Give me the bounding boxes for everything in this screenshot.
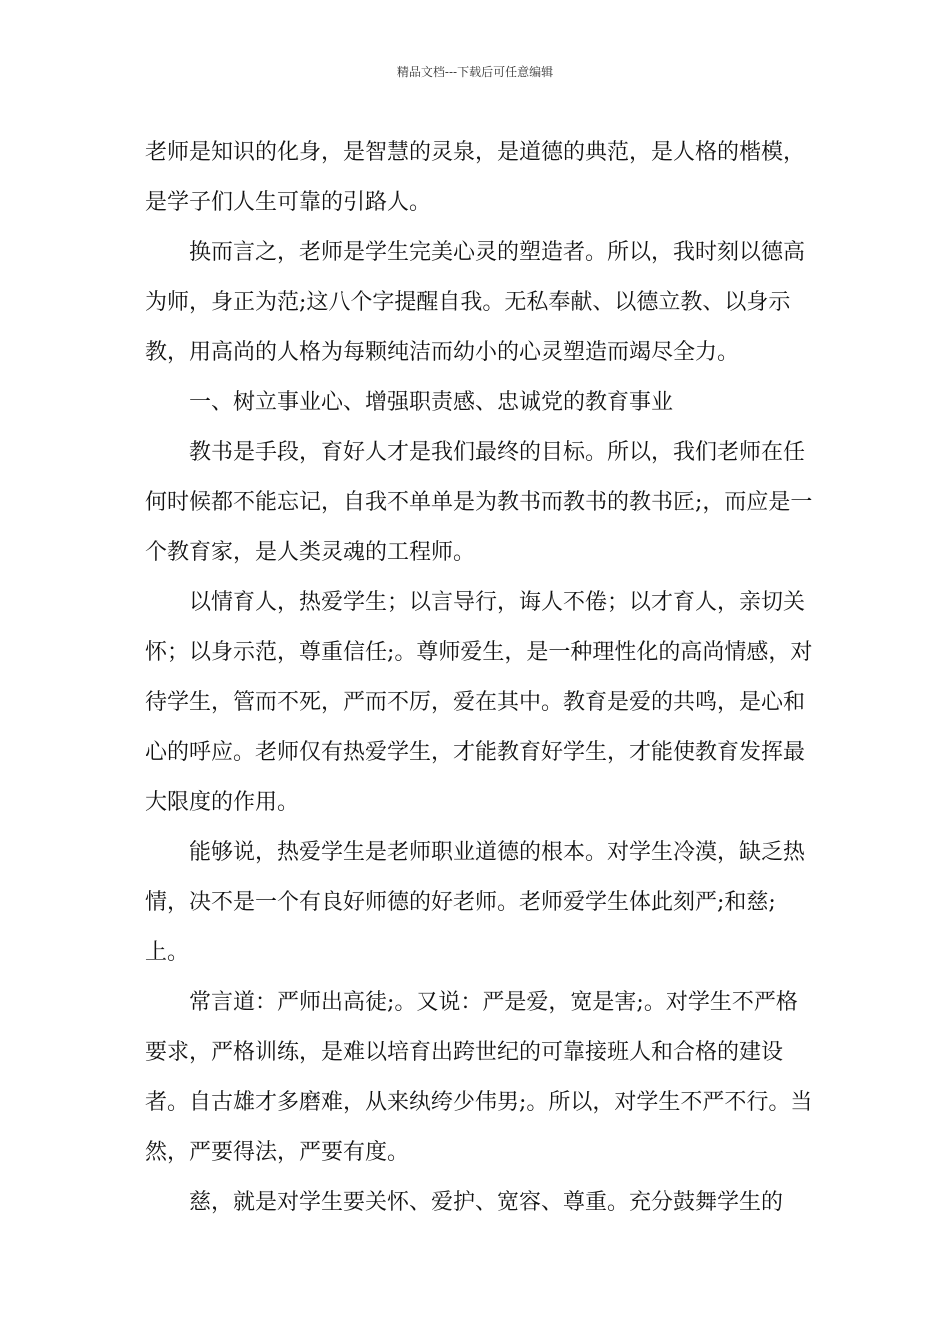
document-body bbox=[145, 128, 815, 1228]
page-header: 精品文档---下载后可任意编辑 bbox=[396, 65, 554, 79]
paragraph: 常言道：严师出高徒;。又说：严是爱，宽是害;。对学生不严格要求，严格训练，是难以培育出跨世纪的可靠接班人和合格的建设者。自古雄才多磨难，从来纨绔少伟男;。所以，对学生不严不行。当然，严要得法，严要有度。 bbox=[145, 990, 813, 1165]
paragraph: 慈，就是对学生要关怀、爱护、宽容、尊重。充分鼓舞学生的 bbox=[189, 1190, 784, 1215]
paragraph-continuation: 老师是知识的化身，是智慧的灵泉，是道德的典范，是人格的楷模，是学子们人生可靠的引路人。 bbox=[145, 140, 806, 215]
paragraph: 教书是手段，育好人才是我们最终的目标。所以，我们老师在任何时候都不能忘记，自我不单单是为教书而教书的教书匠;，而应是一个教育家，是人类灵魂的工程师。 bbox=[145, 440, 813, 565]
section-heading: 一、树立事业心、增强职责感、忠诚党的教育事业 bbox=[189, 390, 674, 415]
paragraph: 能够说，热爱学生是老师职业道德的根本。对学生冷漠，缺乏热情，决不是一个有良好师德的好老师。老师爱学生体此刻严;和慈;上。 bbox=[145, 840, 806, 965]
paragraph: 换而言之，老师是学生完美心灵的塑造者。所以，我时刻以德高为师，身正为范;这八个字提醒自我。无私奉献、以德立教、以身示教，用高尚的人格为每颗纯洁而幼小的心灵塑造而竭尽全力。 bbox=[145, 240, 806, 365]
paragraph: 以情育人，热爱学生；以言导行，诲人不倦；以才育人，亲切关怀；以身示范，尊重信任;。尊师爱生，是一种理性化的高尚情感，对待学生，管而不死，严而不厉，爱在其中。教育是爱的共鸣，是心和心的呼应。老师仅有热爱学生，才能教育好学生，才能使教育发挥最大限度的作用。 bbox=[145, 590, 813, 815]
